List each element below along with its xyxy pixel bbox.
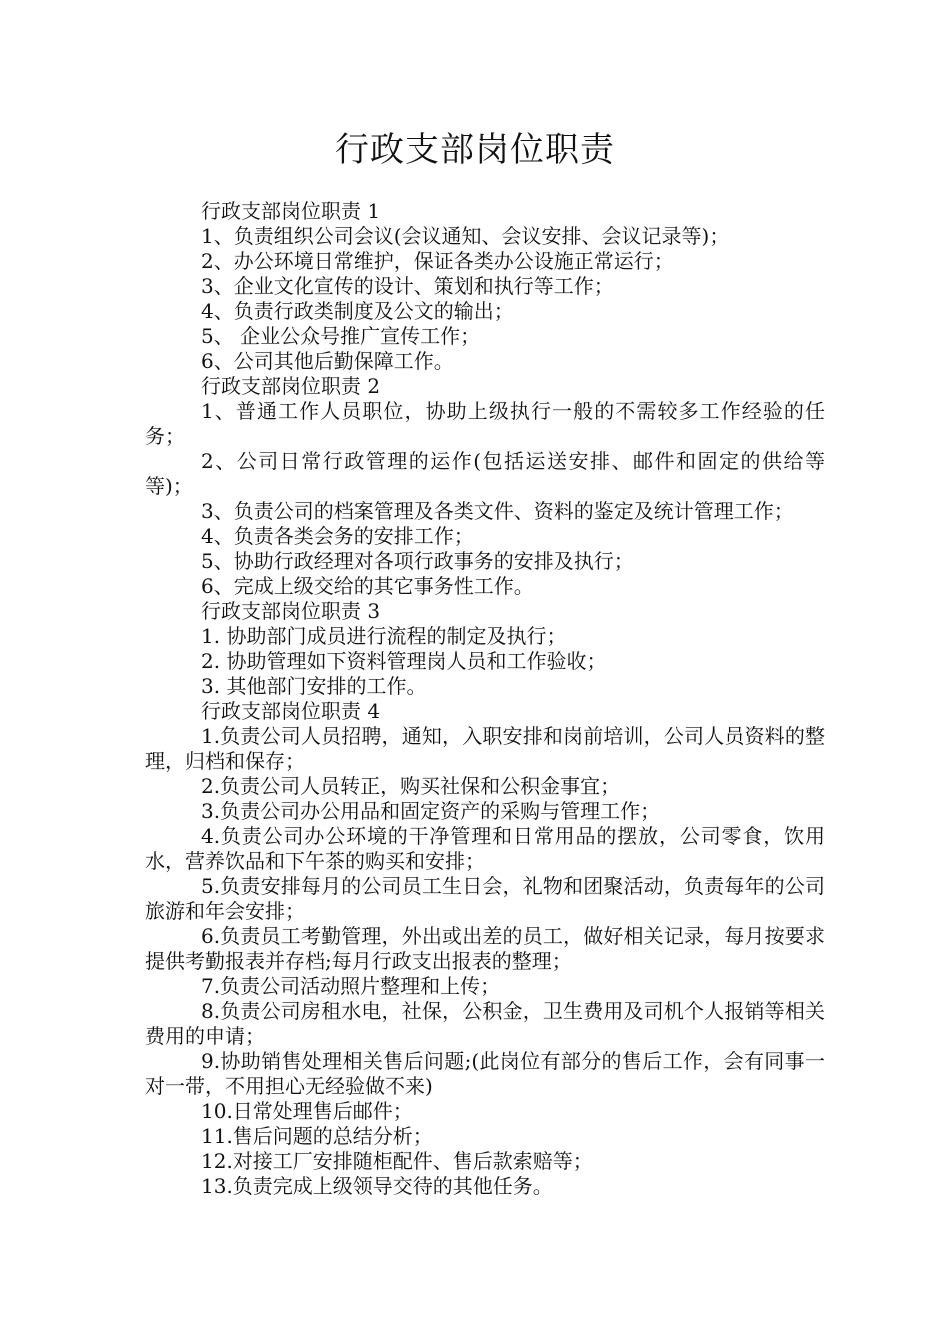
duty-item: 1、普通工作人员职位，协助上级执行一般的不需较多工作经验的任务； (145, 399, 825, 448)
duty-item: 1.负责公司人员招聘，通知，入职安排和岗前培训，公司人员资料的整理，归档和保存； (145, 724, 825, 773)
duty-item: 2、办公环境日常维护，保证各类办公设施正常运行； (201, 249, 674, 273)
duty-item: 3. 其他部门安排的工作。 (201, 674, 427, 698)
section-heading: 行政支部岗位职责 2 (201, 374, 381, 398)
duty-item: 6.负责员工考勤管理，外出或出差的员工，做好相关记录，每月按要求提供考勤报表并存档;每月行政支出报表的整理； (145, 924, 825, 973)
duty-item: 12.对接工厂安排随柜配件、售后款索赔等； (201, 1149, 593, 1173)
section-heading: 行政支部岗位职责 1 (201, 199, 381, 223)
duty-item: 4、负责行政类制度及公文的输出； (201, 299, 514, 323)
duty-item: 10.日常处理售后邮件； (201, 1099, 413, 1123)
duty-item: 7.负责公司活动照片整理和上传； (201, 974, 501, 998)
section-heading: 行政支部岗位职责 4 (201, 699, 381, 723)
duty-item: 5.负责安排每月的公司员工生日会，礼物和团聚活动，负责每年的公司旅游和年会安排； (145, 874, 825, 923)
duty-item: 4.负责公司办公环境的干净管理和日常用品的摆放，公司零食，饮用水，营养饮品和下午茶的购买和安排； (145, 824, 825, 873)
duty-item: 5、协助行政经理对各项行政事务的安排及执行； (201, 549, 634, 573)
duty-item: 3.负责公司办公用品和固定资产的采购与管理工作； (201, 799, 661, 823)
duty-item: 6、公司其他后勤保障工作。 (201, 349, 454, 373)
duty-item: 1、负责组织公司会议(会议通知、会议安排、会议记录等)； (201, 224, 730, 248)
duty-item: 13.负责完成上级领导交待的其他任务。 (201, 1174, 553, 1198)
duty-item: 3、企业文化宣传的设计、策划和执行等工作； (201, 274, 614, 298)
duty-item: 6、完成上级交给的其它事务性工作。 (201, 574, 534, 598)
section-heading: 行政支部岗位职责 3 (201, 599, 381, 623)
duty-item: 2、公司日常行政管理的运作(包括运送安排、邮件和固定的供给等等)； (145, 449, 825, 498)
duty-item: 2. 协助管理如下资料管理岗人员和工作验收； (201, 649, 607, 673)
duty-item: 4、负责各类会务的安排工作； (201, 524, 474, 548)
duty-item: 9.协助销售处理相关售后问题;(此岗位有部分的售后工作，会有同事一对一带，不用担心无经验做不来) (145, 1049, 825, 1098)
duty-item: 11.售后问题的总结分析； (201, 1124, 433, 1148)
document-title: 行政支部岗位职责 (335, 130, 615, 170)
document-body (145, 199, 825, 1199)
duty-item: 5、 企业公众号推广宣传工作； (201, 324, 481, 348)
duty-item: 8.负责公司房租水电，社保，公积金，卫生费用及司机个人报销等相关费用的申请； (145, 999, 825, 1048)
duty-item: 2.负责公司人员转正，购买社保和公积金事宜； (201, 774, 621, 798)
duty-item: 3、负责公司的档案管理及各类文件、资料的鉴定及统计管理工作； (201, 499, 794, 523)
duty-item: 1. 协助部门成员进行流程的制定及执行； (201, 624, 567, 648)
